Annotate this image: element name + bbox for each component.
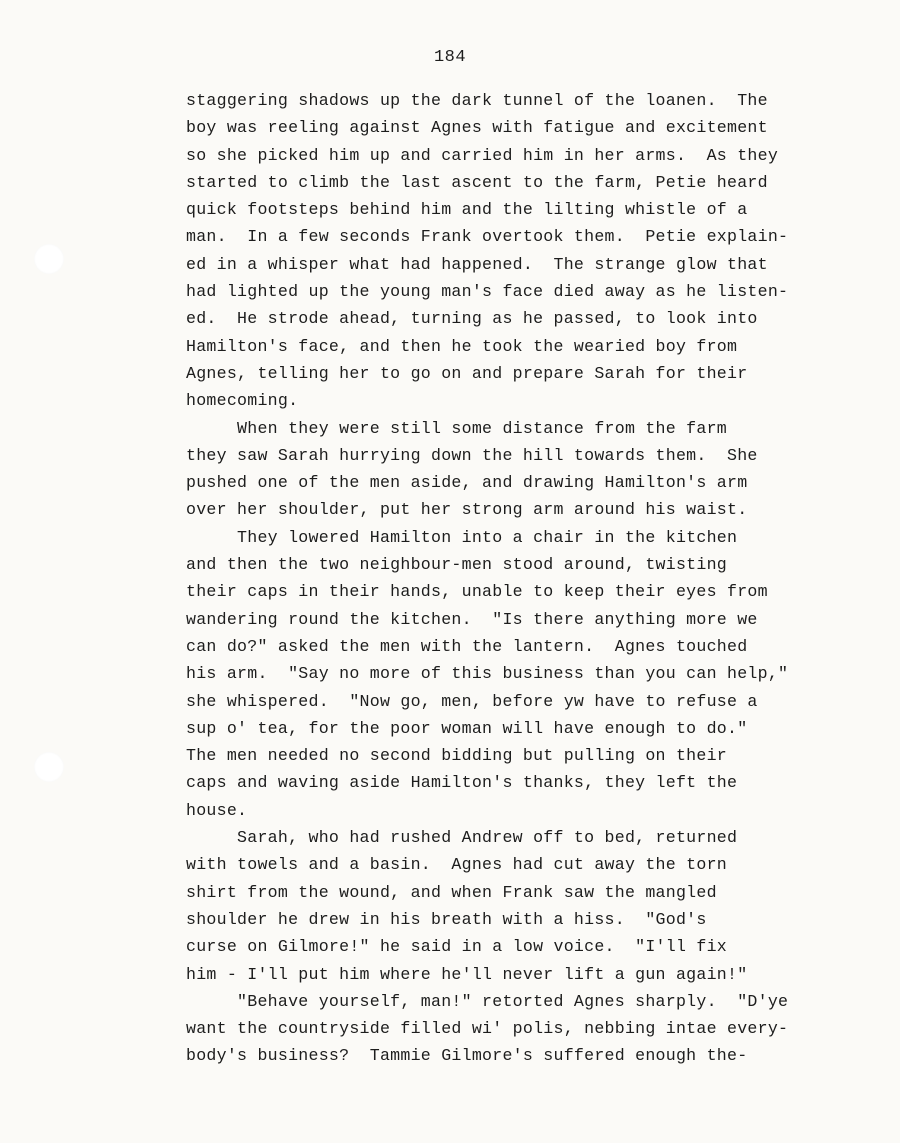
text-line: she whispered. "Now go, men, before yw have to refuse a: [186, 691, 758, 711]
text-line: house.: [186, 800, 248, 820]
text-line: ed. He strode ahead, turning as he passed, to look into: [186, 309, 758, 329]
text-line: with towels and a basin. Agnes had cut away the torn: [186, 855, 728, 875]
text-line: they saw Sarah hurrying down the hill towards them. She: [186, 445, 758, 465]
text-line: curse on Gilmore!" he said in a low voice. "I'll fix: [186, 937, 728, 957]
text-line: caps and waving aside Hamilton's thanks, they left the: [186, 773, 738, 793]
text-line: staggering shadows up the dark tunnel of the loanen. The: [186, 91, 768, 110]
text-line: over her shoulder, put her strong arm around his waist.: [186, 500, 748, 520]
punch-hole-bottom: [34, 752, 64, 782]
text-line: and then the two neighbour-men stood around, twisting: [186, 555, 728, 575]
text-line: his arm. "Say no more of this business than you can help,": [186, 664, 789, 684]
body-text: [186, 87, 886, 1070]
text-line: homecoming.: [186, 391, 299, 411]
text-line: Sarah, who had rushed Andrew off to bed, returned: [186, 828, 738, 848]
page-number: 184: [433, 48, 467, 67]
text-line: boy was reeling against Agnes with fatigue and excitement: [186, 118, 768, 138]
text-line: ed in a whisper what had happened. The strange glow that: [186, 254, 768, 274]
text-line: had lighted up the young man's face died away as he listen-: [186, 282, 789, 302]
text-line: started to climb the last ascent to the farm, Petie heard: [186, 172, 768, 192]
text-line: quick footsteps behind him and the lilting whistle of a: [186, 200, 748, 220]
punch-hole-top: [34, 244, 64, 274]
text-line: can do?" asked the men with the lantern. Agnes touched: [186, 636, 748, 656]
text-line: Hamilton's face, and then he took the wearied boy from: [186, 336, 738, 356]
text-line: When they were still some distance from the farm: [186, 418, 728, 438]
text-line: shirt from the wound, and when Frank saw the mangled: [186, 882, 717, 902]
text-line: wandering round the kitchen. "Is there anything more we: [186, 609, 758, 629]
text-line: "Behave yourself, man!" retorted Agnes sharply. "D'ye: [186, 991, 789, 1011]
text-line: Agnes, telling her to go on and prepare Sarah for their: [186, 363, 748, 383]
text-line: their caps in their hands, unable to keep their eyes from: [186, 582, 768, 602]
text-line: sup o' tea, for the poor woman will have enough to do.": [186, 718, 748, 738]
text-line: so she picked him up and carried him in her arms. As they: [186, 145, 779, 165]
text-line: pushed one of the men aside, and drawing Hamilton's arm: [186, 473, 748, 493]
text-line: The men needed no second bidding but pulling on their: [186, 746, 728, 766]
text-line: him - I'll put him where he'll never lift a gun again!": [186, 964, 748, 984]
text-line: shoulder he drew in his breath with a hiss. "God's: [186, 909, 707, 929]
text-line: body's business? Tammie Gilmore's suffered enough the-: [186, 1046, 748, 1066]
text-line: want the countryside filled wi' polis, nebbing intae every-: [186, 1019, 789, 1039]
text-line: man. In a few seconds Frank overtook them. Petie explain-: [186, 227, 789, 247]
text-line: They lowered Hamilton into a chair in the kitchen: [186, 527, 738, 547]
